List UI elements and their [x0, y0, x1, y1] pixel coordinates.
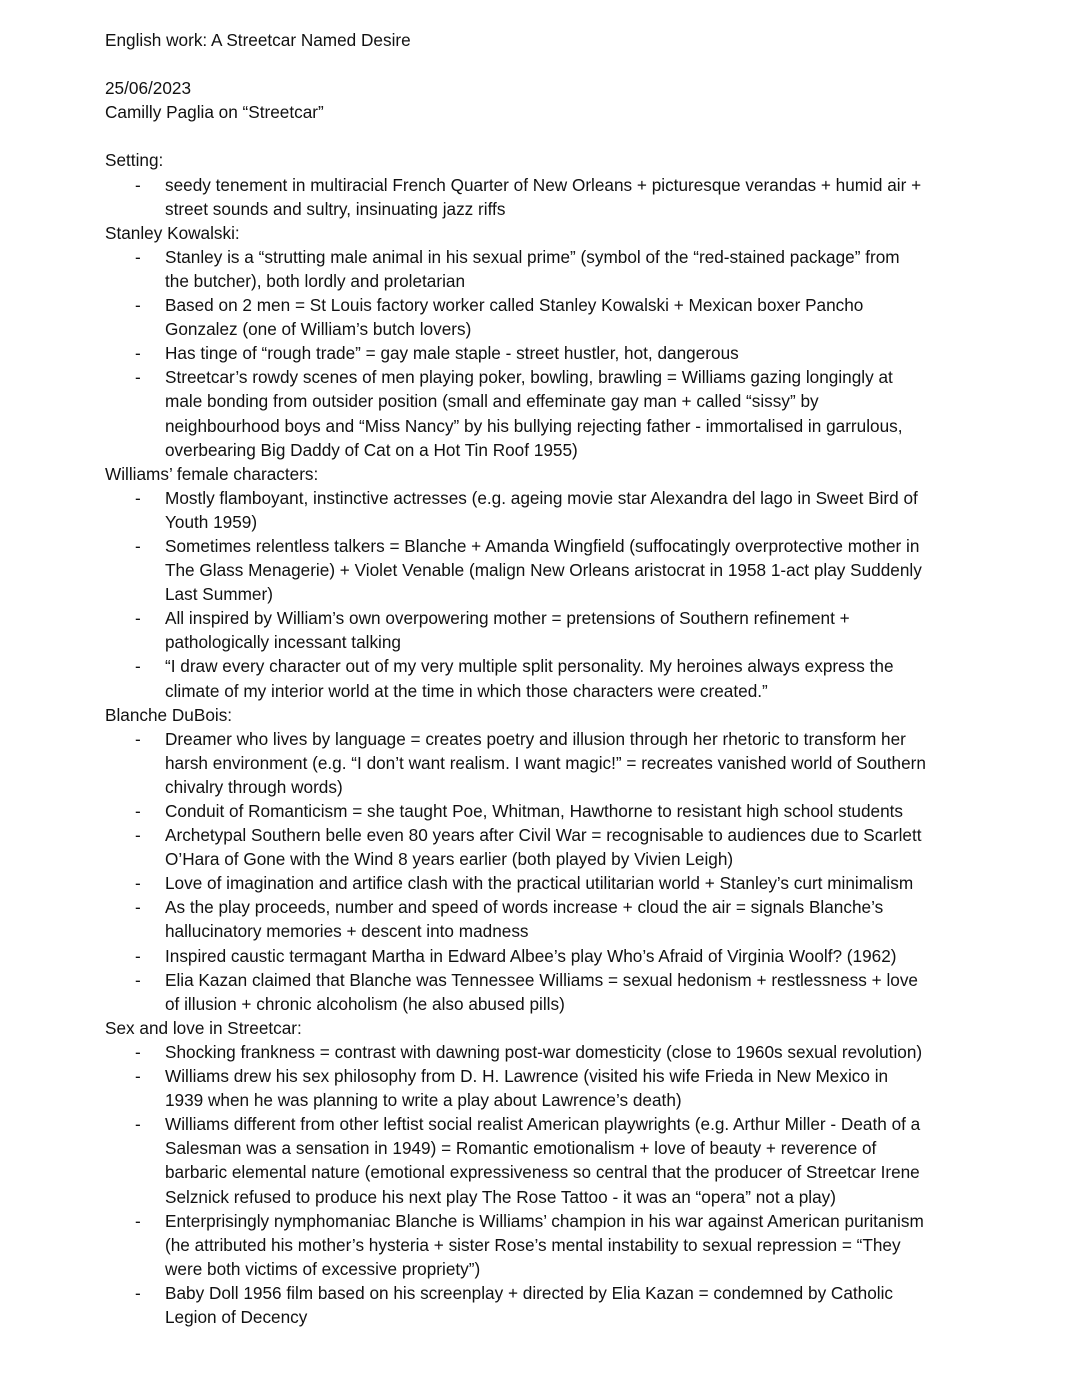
spacer [105, 124, 985, 148]
bullet-item [105, 1112, 985, 1208]
bullet-text-line: Stanley is a “strutting male animal in his sexual prime” (symbol of the “red-stained package” from [165, 246, 900, 267]
bullet-item [105, 1040, 985, 1064]
bullet-text-line: chivalry through words) [165, 776, 343, 797]
bullet-dash: - [135, 1114, 141, 1135]
bullet-text-line: Conduit of Romanticism = she taught Poe, Whitman, Hawthorne to resistant high school students [165, 801, 904, 821]
bullet-list [105, 727, 985, 1016]
bullet-text-line: Youth 1959) [165, 511, 258, 532]
bullet-item [105, 895, 985, 943]
bullet-list [105, 173, 985, 221]
bullet-text-line: Elia Kazan claimed that Blanche was Tennessee Williams = sexual hedonism + restlessness + love [165, 969, 918, 990]
bullet-text-line: Archetypal Southern belle even 80 years after Civil War = recognisable to audiences due to Scarlett [165, 825, 922, 846]
bullet-text-line: Selznick refused to produce his next play The Rose Tattoo - it was an “opera” not a play) [165, 1186, 836, 1207]
bullet-dash: - [135, 969, 141, 990]
bullet-dash: - [135, 1282, 141, 1303]
bullet-text-line: Williams drew his sex philosophy from D. H. Lawrence (visited his wife Frieda in New Mexico in [165, 1066, 889, 1087]
document-page [105, 28, 985, 1329]
bullet-text-line: Legion of Decency [165, 1306, 308, 1327]
bullet-text-line: seedy tenement in multiracial French Quarter of New Orleans + picturesque verandas + humid air + [165, 174, 922, 195]
bullet-dash: - [135, 174, 141, 195]
bullet-list [105, 1040, 985, 1329]
bullet-dash: - [135, 897, 141, 918]
bullet-text-line: street sounds and sultry, insinuating jazz riffs [165, 198, 506, 219]
bullet-dash: - [135, 728, 141, 749]
bullet-dash: - [135, 1041, 141, 1062]
bullet-text-line: neighbourhood boys and “Miss Nancy” by his bullying rejecting father - immortalised in garrulous, [165, 415, 903, 436]
bullet-text-line: climate of my interior world at the time in which those characters were created.” [165, 680, 768, 701]
bullet-text-line: were both victims of excessive propriety”) [165, 1258, 481, 1279]
bullet-text-line: Baby Doll 1956 film based on his screenplay + directed by Elia Kazan = condemned by Catholic [165, 1282, 894, 1303]
bullet-dash: - [135, 608, 141, 629]
bullet-dash: - [135, 825, 141, 846]
bullet-dash: - [135, 535, 141, 556]
bullet-dash: - [135, 873, 141, 894]
bullet-item [105, 293, 985, 341]
notes-section [105, 148, 985, 220]
bullet-list [105, 245, 985, 462]
bullet-text-line: Williams different from other leftist social realist American playwrights (e.g. Arthur Miller - Death of a [165, 1114, 921, 1135]
section-heading: Sex and love in Streetcar: [105, 1017, 302, 1038]
bullet-text-line: Sometimes relentless talkers = Blanche + Amanda Wingfield (suffocatingly overprotective mother in [165, 535, 920, 556]
notes-section [105, 462, 985, 703]
bullet-text-line: the butcher), both lordly and proletarian [165, 270, 466, 291]
bullet-text-line: Streetcar’s rowdy scenes of men playing poker, bowling, brawling = Williams gazing longingly at [165, 367, 893, 388]
bullet-dash: - [135, 801, 141, 821]
section-heading: Setting: [105, 150, 164, 171]
bullet-dash: - [135, 945, 141, 966]
bullet-text-line: 1939 when he was planning to write a play about Lawrence’s death) [165, 1090, 682, 1111]
bullet-item [105, 1281, 985, 1329]
bullet-text-line: Gonzalez (one of William’s butch lovers) [165, 319, 472, 340]
bullet-text-line: Mostly flamboyant, instinctive actresses (e.g. ageing movie star Alexandra del lago in Sweet Bird of [165, 487, 918, 508]
bullet-text-line: Based on 2 men = St Louis factory worker called Stanley Kowalski + Mexican boxer Pancho [165, 295, 864, 316]
bullet-item [105, 1209, 985, 1281]
bullet-text-line: Inspired caustic termagant Martha in Edward Albee’s play Who’s Afraid of Virginia Woolf? (1962) [165, 945, 897, 966]
section-heading: Williams’ female characters: [105, 463, 319, 484]
bullet-text-line: Shocking frankness = contrast with dawning post-war domesticity (close to 1960s sexual revolution) [165, 1041, 923, 1062]
bullet-item [105, 727, 985, 799]
notes-section [105, 703, 985, 1016]
bullet-item [105, 871, 985, 895]
bullet-dash: - [135, 367, 141, 388]
bullet-text-line: “I draw every character out of my very multiple split personality. My heroines always express the [165, 656, 894, 677]
bullet-item [105, 365, 985, 461]
bullet-item [105, 606, 985, 654]
bullet-text-line: The Glass Menagerie) + Violet Venable (malign New Orleans aristocrat in 1958 1-act play Suddenly [165, 560, 922, 581]
bullet-item [105, 944, 985, 968]
bullet-text-line: O’Hara of Gone with the Wind 8 years earlier (both played by Vivien Leigh) [165, 849, 734, 870]
bullet-text-line: pathologically incessant talking [165, 632, 401, 653]
bullet-text-line: barbaric elemental nature (emotional expressiveness so central that the producer of Streetcar Irene [165, 1162, 920, 1183]
bullet-dash: - [135, 1210, 141, 1231]
bullet-dash: - [135, 343, 141, 364]
bullet-text-line: overbearing Big Daddy of Cat on a Hot Tin Roof 1955) [165, 439, 578, 460]
spacer [105, 52, 985, 76]
document-date: 25/06/2023 [105, 78, 192, 99]
bullet-dash: - [135, 246, 141, 267]
bullet-item [105, 173, 985, 221]
bullet-text-line: hallucinatory memories + descent into madness [165, 921, 529, 942]
bullet-text-line: As the play proceeds, number and speed of words increase + cloud the air = signals Blanche’s [165, 897, 884, 918]
bullet-text-line: Dreamer who lives by language = creates poetry and illusion through her rhetoric to transform her [165, 728, 906, 749]
bullet-text-line: Has tinge of “rough trade” = gay male staple - street hustler, hot, dangerous [165, 343, 739, 364]
bullet-text-line: male bonding from outsider position (small and effeminate gay man + called “sissy” by [165, 391, 819, 412]
bullet-text-line: harsh environment (e.g. “I don’t want realism. I want magic!” = recreates vanished world of Southern [165, 752, 926, 773]
bullet-item [105, 654, 985, 702]
bullet-item [105, 245, 985, 293]
bullet-item [105, 1064, 985, 1112]
bullet-dash: - [135, 656, 141, 677]
bullet-item [105, 823, 985, 871]
notes-sections [105, 148, 985, 1329]
bullet-dash: - [135, 295, 141, 316]
bullet-text-line: Salesman was a sensation in 1949) = Romantic emotionalism + love of beauty + reverence of [165, 1138, 877, 1159]
section-heading: Stanley Kowalski: [105, 222, 240, 243]
bullet-dash: - [135, 487, 141, 508]
bullet-text-line: (he attributed his mother’s hysteria + sister Rose’s mental instability to sexual repression = “They [165, 1234, 901, 1255]
notes-section [105, 1016, 985, 1329]
bullet-item [105, 486, 985, 534]
bullet-text-line: Love of imagination and artifice clash with the practical utilitarian world + Stanley’s curt minimalism [165, 873, 914, 894]
bullet-dash: - [135, 1066, 141, 1087]
bullet-item [105, 968, 985, 1016]
section-heading: Blanche DuBois: [105, 704, 233, 725]
bullet-item [105, 799, 985, 823]
document-title: English work: A Streetcar Named Desire [105, 30, 411, 50]
bullet-text-line: Last Summer) [165, 584, 273, 605]
bullet-item [105, 534, 985, 606]
bullet-text-line: All inspired by William’s own overpowering mother = pretensions of Southern refinement + [165, 608, 850, 629]
document-subtitle: Camilly Paglia on “Streetcar” [105, 102, 324, 123]
bullet-text-line: Enterprisingly nymphomaniac Blanche is Williams’ champion in his war against American puritanism [165, 1210, 924, 1231]
notes-section [105, 221, 985, 462]
bullet-list [105, 486, 985, 703]
bullet-item [105, 341, 985, 365]
bullet-text-line: of illusion + chronic alcoholism (he also abused pills) [165, 993, 565, 1014]
